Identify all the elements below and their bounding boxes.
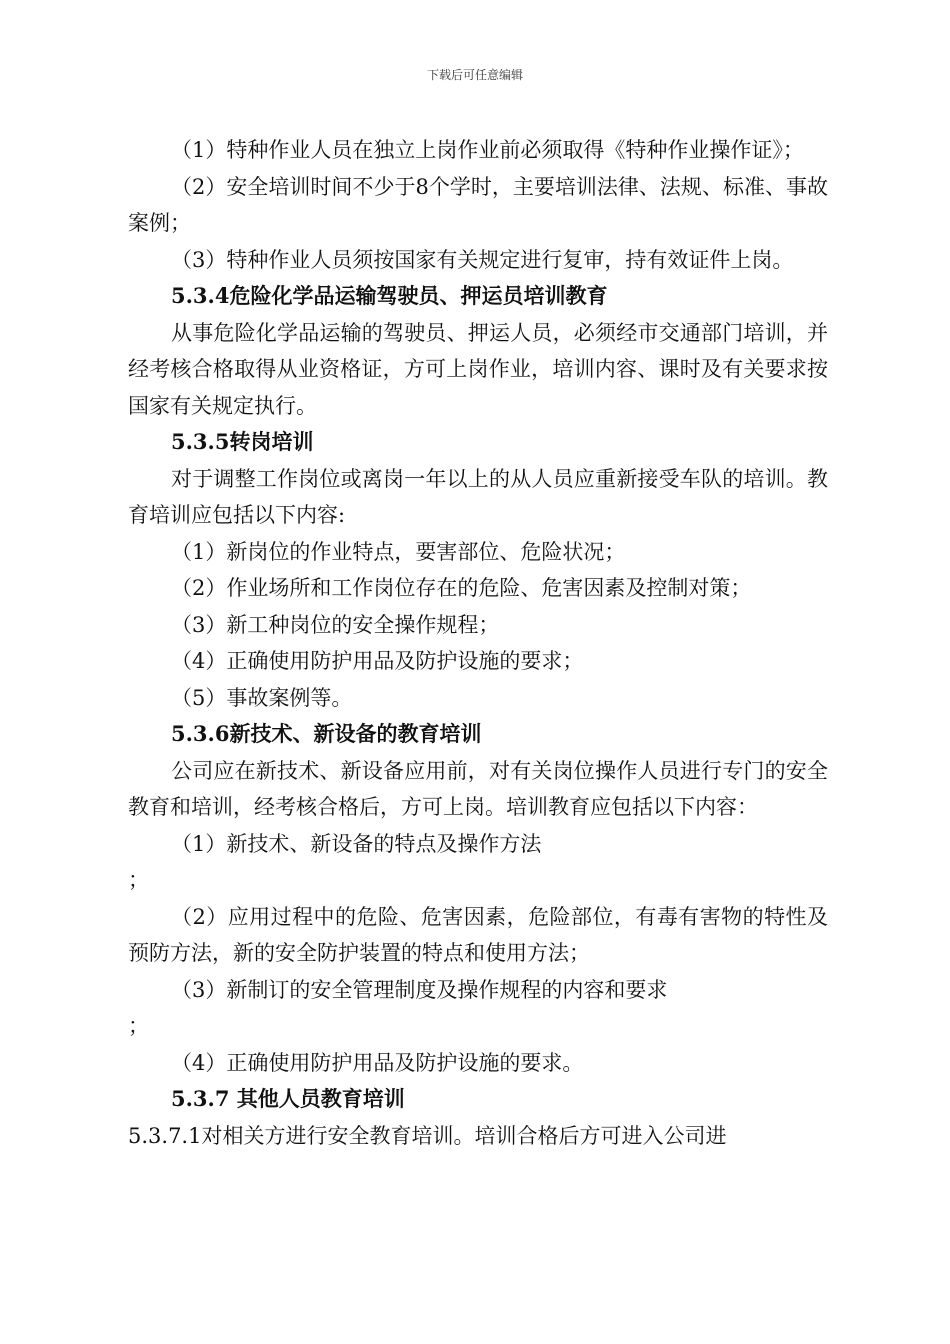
document-body (128, 132, 828, 1154)
paragraph: （2）安全培训时间不少于8个学时，主要培训法律、法规、标准、事故案例； (128, 174, 828, 235)
section-heading: 5.3.7 其他人员教育培训 (171, 1086, 405, 1111)
page-header: 下载后可任意编辑 (426, 68, 523, 82)
paragraph: （3）特种作业人员须按国家有关规定进行复审，持有效证件上岗。 (171, 247, 794, 272)
list-item: （4）正确使用防护用品及防护设施的要求。 (171, 1050, 584, 1075)
list-item: （5）事故案例等。 (171, 685, 353, 710)
paragraph: 5.3.7.1对相关方进行安全教育培训。培训合格后方可进入公司进 (128, 1123, 727, 1148)
paragraph: 公司应在新技术、新设备应用前，对有关岗位操作人员进行专门的安全教育和培训，经考核合格后，方可上岗。培训教育应包括以下内容： (128, 758, 828, 819)
section-heading: 5.3.6新技术、新设备的教育培训 (171, 721, 482, 746)
section-heading: 5.3.5转岗培训 (171, 429, 314, 454)
list-item-continuation: ； (128, 868, 149, 892)
list-item: （3）新工种岗位的安全操作规程； (171, 612, 500, 637)
list-item: （4）正确使用防护用品及防护设施的要求； (171, 649, 584, 673)
paragraph: 从事危险化学品运输的驾驶员、押运人员，必须经市交通部门培训，并经考核合格取得从业资格证，方可上岗作业，培训内容、课时及有关要求按国家有关规定执行。 (128, 320, 828, 418)
list-item: （1）新技术、新设备的特点及操作方法 (171, 831, 542, 856)
list-item: （2）作业场所和工作岗位存在的危险、危害因素及控制对策； (171, 576, 752, 600)
section-heading: 5.3.4危险化学品运输驾驶员、押运员培训教育 (171, 283, 608, 308)
list-item: （3）新制订的安全管理制度及操作规程的内容和要求 (171, 977, 668, 1002)
list-item-continuation: ； (128, 1014, 149, 1038)
paragraph: （1）特种作业人员在独立上岗作业前必须取得《特种作业操作证》； (171, 138, 804, 162)
paragraph: 对于调整工作岗位或离岗一年以上的从人员应重新接受车队的培训。教育培训应包括以下内容: (128, 466, 828, 527)
list-item: （1）新岗位的作业特点，要害部位、危险状况； (171, 539, 626, 564)
list-item: （2）应用过程中的危险、危害因素，危险部位，有毒有害物的特性及预防方法，新的安全防护装置的特点和使用方法； (128, 904, 828, 965)
